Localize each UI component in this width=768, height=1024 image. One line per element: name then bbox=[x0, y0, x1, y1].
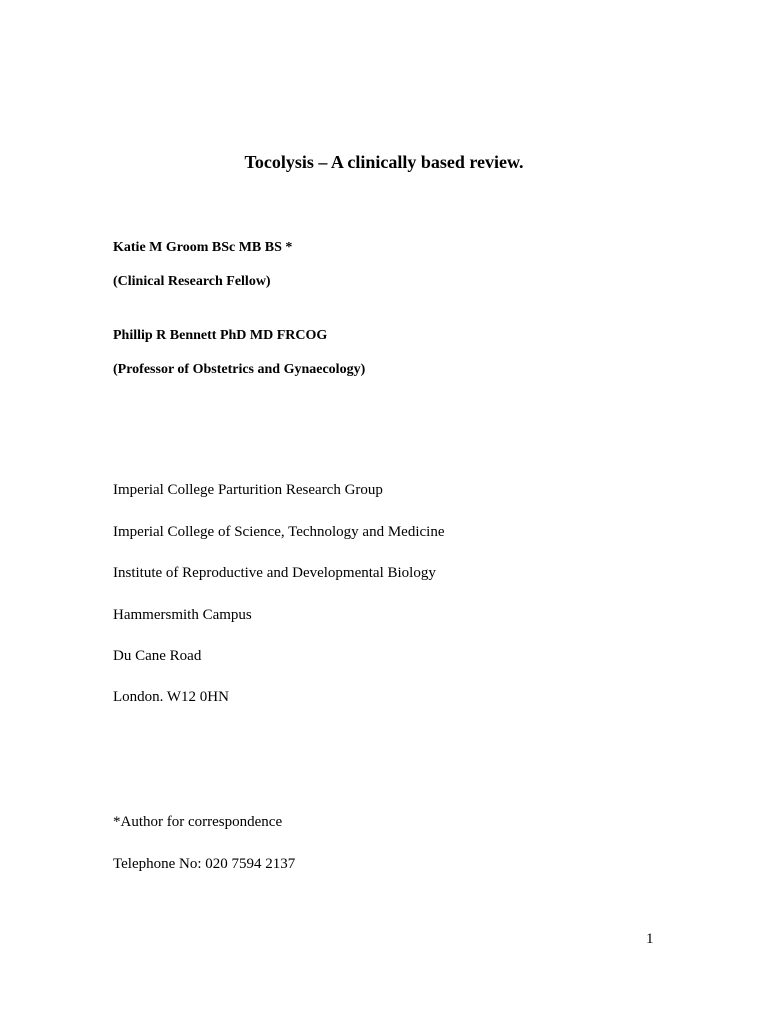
author-2-role: (Professor of Obstetrics and Gynaecology) bbox=[113, 362, 366, 377]
author-1-name: Katie M Groom BSc MB BS * bbox=[113, 240, 293, 255]
address-line-1: Imperial College Parturition Research Group bbox=[113, 482, 383, 498]
address-line-4: Hammersmith Campus bbox=[113, 607, 252, 623]
author-2-name: Phillip R Bennett PhD MD FRCOG bbox=[113, 328, 328, 343]
address-line-6: London. W12 0HN bbox=[113, 689, 229, 705]
address-line-2: Imperial College of Science, Technology and Medicine bbox=[113, 524, 445, 540]
telephone-number: Telephone No: 020 7594 2137 bbox=[113, 856, 296, 872]
author-1-role: (Clinical Research Fellow) bbox=[113, 274, 271, 289]
document-title: Tocolysis – A clinically based review. bbox=[244, 152, 524, 172]
page-number: 1 bbox=[646, 931, 654, 947]
correspondence-note: *Author for correspondence bbox=[113, 814, 283, 830]
address-line-3: Institute of Reproductive and Developmental Biology bbox=[113, 565, 436, 581]
address-line-5: Du Cane Road bbox=[113, 648, 202, 664]
